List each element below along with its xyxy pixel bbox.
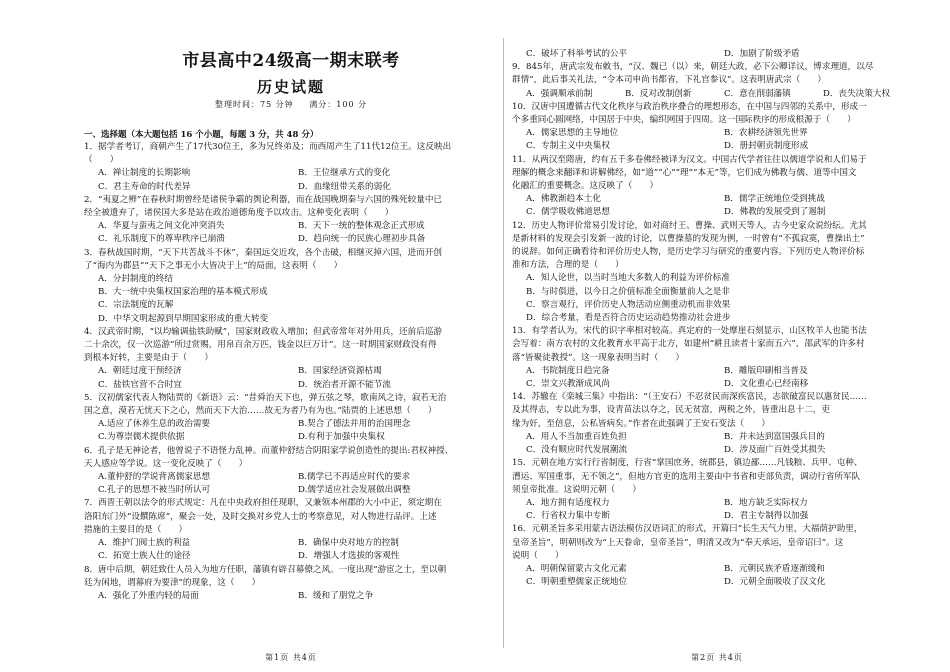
option: D．册封朝贡制度形成 <box>724 141 809 152</box>
option-row <box>84 181 498 194</box>
option: A．儒家思想的主导地位 <box>526 128 619 139</box>
question-text-line: 个多重同心圆网络，中国居于中央，编织网国于四周。这一国际秩序的形成根源于（ ） <box>512 115 856 126</box>
option: B．儒学正统地位受到挑战 <box>724 194 825 205</box>
option: C．儒学吸收佛道思想 <box>526 207 610 218</box>
option-row <box>84 233 498 246</box>
option-row <box>84 273 498 286</box>
option: A．禅让制度的长期影响 <box>98 168 191 179</box>
option: C．拓宽士族人仕的途径 <box>98 551 191 562</box>
question-text-line: 的说辞。如何正确看待和评价历史人物，是历史学习与研究的重要内容。下列历史人物评价标 <box>512 247 865 258</box>
option: D．佛教的发展受到了遏制 <box>724 207 826 218</box>
question-text-line: 廷为闲地，谓幕府为要津”的现象，这（ ） <box>84 577 261 588</box>
question-text-line: 须皇帝批准。这说明元朝（ ） <box>512 484 641 495</box>
option: A．强调顺承前制 <box>526 88 593 99</box>
question-text-line: 皇帝圣旨”，明朝则改为“上天眷命，皇帝圣旨”，明清又改为“奉天承运，皇帝诏曰”。这 <box>512 537 844 548</box>
option-row <box>512 272 922 285</box>
question-text-line: 13．有学者认为，宋代的识字率相对较高。真定府的一处摩崖石刻显示，山区牧羊人也能书法 <box>512 326 867 337</box>
option: C．礼乐制度下的尊卑秩序已崩溃 <box>98 234 225 245</box>
question-text-line: 6．孔子是无神论者，他曾说子不语怪力乱神。而董仲舒结合阴阳家学说创造性的提出:君权神授、 <box>84 445 454 456</box>
question-text-line: 经全被遗弃了，诸侯国大多是站在政治道德角度予以攻击。这种变化表明（ ） <box>84 208 394 219</box>
option-row <box>84 286 498 299</box>
option: B．地方缺乏实际权力 <box>724 497 808 508</box>
option-row <box>84 418 498 431</box>
option: B.儒学已不再适应时代的要求 <box>298 472 411 483</box>
option: A．强化了外重内轻的局面 <box>98 590 199 601</box>
question-text-line: 措施的主要目的是（ ） <box>84 524 188 535</box>
question-text-line: （ ） <box>84 155 119 166</box>
question-text-line: 会写着：南方农村的文化教育水平高于北方，如建州“耕且读者十家而五六”，邵武军的许多村 <box>512 339 865 350</box>
option: D．增强人才选拔的客观性 <box>298 551 400 562</box>
option: C．宗法制度的瓦解 <box>98 300 174 311</box>
option: D．中华文明起源到早期国家形成的重大转变 <box>98 313 269 324</box>
right-page-number: 第2页 共4页 <box>691 653 743 662</box>
question-text-line: 7．西晋王朝以法令的形式规定：凡在中央政府担任现职，又兼领本州郡的大小中正，须定期在 <box>84 498 442 509</box>
option: A．佛教渐趋本土化 <box>526 194 601 205</box>
question-text-line: 缘为奸，至倍息，公私皆病矣。”作者在此强调了王安石变法（ ） <box>512 418 770 429</box>
option-row <box>512 286 922 299</box>
question-text-line: 了“海内为郡县”“天下之事无小大皆决于上”的局面，这表明（ ） <box>84 260 343 271</box>
option: B.契合了德法并用的治国理念 <box>298 419 411 430</box>
option-row <box>84 167 498 180</box>
option: C．没有顺应时代发展潮流 <box>526 445 628 456</box>
option: D．文化重心已经南移 <box>724 379 809 390</box>
option-row <box>84 299 498 312</box>
option: A．朝廷过度干预经济 <box>98 366 182 377</box>
question-text-line: 3．春秋战国时期，“天下共苦战斗不休”，秦国远交近攻，各个击破，相继灭掉六国，进而开创 <box>84 247 443 258</box>
option-row <box>512 444 922 457</box>
option: D．综合考量，看是否符合历史运动趋势推动社会进步 <box>526 313 731 324</box>
option: A．明朝保留蒙古文化元素 <box>526 563 627 574</box>
left-question-list <box>84 129 498 603</box>
option: B．天下一统的整体观念正式形成 <box>298 221 425 232</box>
option: C．专制主义中央集权 <box>526 141 610 152</box>
question-text-line: 理解的概念来翻译和讲解佛经，如“道”“心”“理”“本无”等，它们成为佛教与儒、道等中国文 <box>512 167 857 178</box>
option: A．地方拥有适度权力 <box>526 497 610 508</box>
option-row <box>512 299 922 312</box>
option-row <box>84 431 498 444</box>
option: A．维护门阀士族的利益 <box>98 538 191 549</box>
option-row <box>84 537 498 550</box>
question-text-line: 国之意，漠若无忧天下之心，然而天下大治……故无为者乃有为也。”陆贾的上述思想（ ） <box>84 406 437 417</box>
option: B．缓和了朋党之争 <box>298 590 374 601</box>
question-text-line: 11．从两汉至隋唐，约有五千多卷佛经被译为汉文。中国古代学者往往以儒道学说和人们易于 <box>512 154 867 165</box>
option-row <box>512 140 922 153</box>
page-divider <box>503 38 504 648</box>
option-row <box>512 206 922 219</box>
option: D．元朝全面吸收了汉文化 <box>724 577 826 588</box>
question-text-line: 9．845年，唐武宗发布敕书，“汉、魏已（以）来，朝廷大政，必下公卿详议，博求理道，以尽 <box>512 62 874 73</box>
exam-title: 市县高中24级高一期末联考 <box>182 51 400 71</box>
option-row <box>84 550 498 563</box>
option-row <box>84 220 498 233</box>
option: A.董仲舒的学说背离儒家思想 <box>98 472 211 483</box>
option-row <box>84 590 498 603</box>
option: A.适应了休养生息的政治需要 <box>98 419 211 430</box>
question-text-line: 群情”，此后事关礼法，“令本司申尚书都省，下礼官参议”。这表明唐武宗（ ） <box>512 75 826 86</box>
option: D．君主专制得以加强 <box>724 511 809 522</box>
option-row <box>512 378 922 391</box>
option: C．崇文兴教渐成风尚 <box>526 379 610 390</box>
option: D.有利于加强中央集权 <box>298 432 385 443</box>
question-text-line: 说明（ ） <box>512 550 564 561</box>
option: C．君主寿命的时代差异 <box>98 181 191 192</box>
section-heading: 一、选择题（本大题包括 16 个小题，每题 3 分，共 48 分） <box>84 130 319 140</box>
option-row <box>84 313 498 326</box>
exam-info <box>84 99 498 110</box>
question-text-line: 12．历史人物评价常易引发讨论，如对商纣王、曹操、武则天等人，古今史家众说纷纭。尤其 <box>512 220 867 231</box>
option: C．察言观行，评价历史人物活动应侧重动机而非效果 <box>526 299 731 310</box>
question-text-line: 二十余次，仅一次巡游“所过赏赐，用帛百余万匹，钱金以巨万计”。这一时期国家财政没有得 <box>84 340 437 351</box>
question-text-line: 14．苏辙在《栾城三集》中指出：“（王安石）不忍贫民而深疾富民，志欲破富民以惠贫民…… <box>512 392 867 403</box>
exam-subject: 历史试题 <box>256 78 325 96</box>
question-text-line: 及其得志，专以此为事，设青苗法以夺之，民无贫富，两税之外，皆重出息十二，吏 <box>512 405 830 416</box>
option: A．书院制度日趋完备 <box>526 365 610 376</box>
option: C.为尊崇儒术提供依据 <box>98 432 185 443</box>
question-text-line: 落“皆聚徒教授”。这一现象表明当时（ ） <box>512 352 685 363</box>
question-text-line: 准和方法，合理的是（ ） <box>512 260 624 271</box>
question-text-line: 4．汉武帝时期，“以均输调盐铁助赋”，国家财政收入增加；但武帝常年对外用兵，还前后巡游 <box>84 326 443 337</box>
option: D．加剧了阶级矛盾 <box>724 49 800 59</box>
option: B．雕版印刷相当普及 <box>724 365 808 376</box>
option: A．分封制度的终结 <box>98 274 173 285</box>
left-page <box>84 0 498 672</box>
option-row <box>512 312 922 325</box>
option-row <box>512 431 922 444</box>
question-text-line: 天人感应等学说。这一变化反映了（ ） <box>84 458 248 469</box>
option: D.儒学适应社会发展做出调整 <box>298 485 411 496</box>
option: A．知人论世，以当时当地大多数人的利益为评价标准 <box>526 273 730 284</box>
option: B．元朝民族矛盾逐渐缓和 <box>724 563 825 574</box>
question-text-line: 8．唐中后期，朝廷致仕人员入为地方任职，藩镇有辟召幕僚之风。一度出现“游宦之士，至以朝 <box>84 564 447 575</box>
option-row <box>84 471 498 484</box>
option-row <box>84 484 498 497</box>
option: D．丧失决策大权 <box>823 88 891 99</box>
exam-time: 整理时间：75 分钟 <box>214 100 294 109</box>
option-row <box>512 563 922 576</box>
right-page <box>512 0 922 672</box>
question-text-line: 2．“夷夏之辨”在春秋时期曾经是诸侯争霸的舆论利器，而在战国晚期秦与六国的殊死较量中已 <box>84 194 443 205</box>
option: A．华夏与蛮夷之间文化冲突消失 <box>98 221 225 232</box>
option: A．用人不当加重百姓负担 <box>526 431 627 442</box>
option: C.孔子的思想不被当时所认可 <box>98 485 211 496</box>
option: C．明朝重塑儒家正统地位 <box>526 577 628 588</box>
option: B．并未达到富国强兵目的 <box>724 431 825 442</box>
option: C．意在削弱藩镇 <box>724 88 791 99</box>
option-row <box>512 497 922 510</box>
option-row <box>512 48 922 61</box>
option: C．破坏了科举考试的公平 <box>526 49 628 59</box>
option: B．国家经济资源枯竭 <box>298 366 382 377</box>
option: C．行省权力集中专断 <box>526 511 610 522</box>
option-row <box>512 127 922 140</box>
question-text-line: 漕运、军国重事，无不领之”，但地方官吏的选用主要由中书省和吏部负责，调动行省所军队 <box>512 471 861 482</box>
option: C．盐铁官营不合时宜 <box>98 379 182 390</box>
question-text-line: 洛阳东门外“设饌陈席”，聚会一处，及时交换对乡党人士的考察意见，对人物进行品评。上述 <box>84 511 437 522</box>
option: B．农耕经济领先世界 <box>724 128 808 139</box>
question-text-line: 15．元朝在地方实行行省制度，行省“掌国庶务，统郡县，镇边鄙……凡钱粮、兵甲、屯种、 <box>512 458 863 469</box>
option-row <box>512 88 922 101</box>
option: B．王位继承方式的变化 <box>298 168 391 179</box>
question-text-line: 化融汇的重要概念。这反映了（ ） <box>512 181 659 192</box>
option-row <box>512 510 922 523</box>
question-text-line: 1．据学者考订，商朝产生了17代30位王，多为兄终弟及；而西周产生了11代12位王。这反映出 <box>84 142 452 152</box>
option: D．趋向统一的民族心理初步具备 <box>298 234 426 245</box>
option-row <box>512 576 922 589</box>
option-row <box>512 193 922 206</box>
option: D．涉及面广百姓受其损失 <box>724 445 826 456</box>
option: D．血缘纽带关系的弱化 <box>298 181 391 192</box>
right-question-list <box>512 48 922 589</box>
option-row <box>84 379 498 392</box>
option: B．反对改制创新 <box>625 88 692 99</box>
question-text-line: 5．汉初儒家代表人物陆贾的《新语》云：“昔舜治天下也，弹五弦之琴，歌南风之诗，寂若无治 <box>84 392 447 403</box>
question-text-line: 到根本好转，主要是由于（ ） <box>84 353 213 364</box>
question-text-line: 10．汉唐中国遭循古代文化秩序与政治秩序叠合的理想形态，在中国与四邻的关系中，形成一 <box>512 101 867 112</box>
left-page-number: 第1页 共4页 <box>265 653 317 662</box>
option-row <box>84 365 498 378</box>
option: B．大一统中央集权国家治理的基本模式形成 <box>98 287 268 298</box>
question-text-line: 是新材料的发现会引发新一波的讨论，以曹操墓的发现为例，一时曾有“不孤寂寞，曹操出土” <box>512 233 865 244</box>
question-text-line: 16．元朝圣旨多采用蒙古语法模仿汉语词汇的形式，开篇曰“长生天气力里，大福荫护助里， <box>512 524 863 535</box>
option: B．与时俱进，以今日之价值标准全面衡量前人之是非 <box>526 286 730 297</box>
exam-score: 满分：100 分 <box>309 100 368 109</box>
option-row <box>512 365 922 378</box>
option: D．统治者开源不能节流 <box>298 379 391 390</box>
option: B．确保中央对地方的控制 <box>298 538 399 549</box>
